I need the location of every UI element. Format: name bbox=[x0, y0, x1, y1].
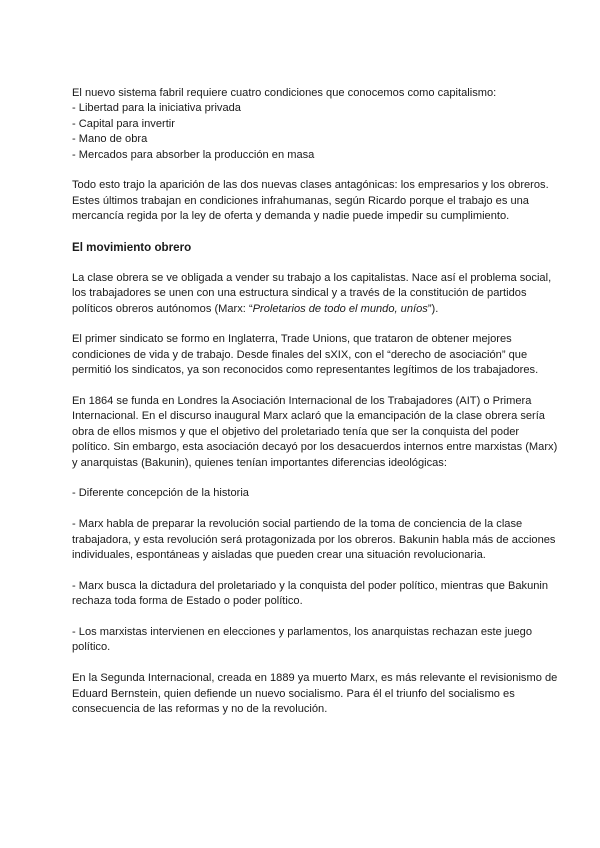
second-international-paragraph bbox=[72, 671, 558, 717]
quote-prefix: políticos obreros autónomos (Marx: “ bbox=[72, 302, 253, 315]
text-line: los trabajadores se unen con una estructura sindical y a través de la constitución de partidos bbox=[72, 287, 527, 300]
text-line: político. Sin embargo, esta asociación decayó por los desacuerdos internos entre marxistas (Marx) bbox=[72, 441, 558, 454]
text-line: - Marx habla de preparar la revolución social partiendo de la toma de conciencia de la clase bbox=[72, 518, 523, 531]
text-line: condiciones de vida y de trabajo. Desde finales del sXIX, con el “derecho de asociación” que bbox=[72, 348, 528, 361]
text-line: rechaza toda forma de Estado o poder político. bbox=[72, 595, 303, 608]
list-item: - Mercados para absorber la producción en masa bbox=[72, 148, 315, 161]
text-line bbox=[72, 302, 540, 317]
ait-paragraph bbox=[72, 394, 558, 471]
text-line: permitió los sindicatos, ya son reconocidos como representantes legítimos de los trabajadores. bbox=[72, 364, 539, 377]
text-line: Todo esto trajo la aparición de las dos nuevas clases antagónicas: los empresarios y los obreros. bbox=[72, 179, 549, 192]
difference-revolution bbox=[72, 517, 556, 563]
text-line: Eduard Bernstein, quien defiende un nuevo socialismo. Para él el triunfo del socialismo es bbox=[72, 687, 515, 700]
text-line: El primer sindicato se formo en Inglaterra, Trade Unions, que trataron de obtener mejores bbox=[72, 333, 512, 346]
text-line: Estes últimos trabajan en condiciones infrahumanas, según Ricardo porque el trabajo es una bbox=[72, 194, 529, 207]
text-line: obra de ellos mismos y que el objetivo del proletariado tenía que ser la conquista del poder bbox=[72, 425, 520, 438]
list-item: - Mano de obra bbox=[72, 133, 148, 146]
text-line: político. bbox=[72, 641, 111, 654]
difference-history bbox=[72, 486, 540, 501]
list-item: - Libertad para la iniciativa privada bbox=[72, 102, 241, 115]
text-line: - Marx busca la dictadura del proletariado y la conquista del poder político, mientras que Bakunin bbox=[72, 579, 549, 592]
text-line: En 1864 se funda en Londres la Asociación Internacional de los Trabajadores (AIT) o Primera bbox=[72, 395, 532, 408]
text-line: individuales, espontáneas y aisladas que pueden crear una situación revolucionaria. bbox=[72, 549, 486, 562]
text-line: En la Segunda Internacional, creada en 1889 ya muerto Marx, es más relevante el revisionismo de bbox=[72, 672, 558, 685]
text-line: Internacional. En el discurso inaugural Marx aclaró que la emancipación de la clase obrera sería bbox=[72, 410, 545, 423]
marx-quote: Proletarios de todo el mundo, uníos bbox=[252, 302, 428, 315]
intro-lead: El nuevo sistema fabril requiere cuatro condiciones que conocemos como capitalismo: bbox=[72, 87, 497, 99]
intro-paragraph bbox=[72, 86, 540, 163]
section-heading: El movimiento obrero bbox=[72, 241, 192, 255]
text-line: mercancía regida por la ley de oferta y demanda y nadie puede impedir su cumplimiento. bbox=[72, 210, 510, 223]
workers-paragraph bbox=[72, 271, 552, 317]
text-line: - Diferente concepción de la historia bbox=[72, 487, 249, 500]
text-line: y anarquistas (Bakunin), quienes tenían importantes diferencias ideológicas: bbox=[72, 456, 447, 469]
text-line: trabajadora, y esta revolución será protagonizada por los obreros. Bakunin habla más de acciones bbox=[72, 533, 556, 546]
difference-state bbox=[72, 579, 549, 610]
classes-paragraph bbox=[72, 178, 549, 224]
text-line: La clase obrera se ve obligada a vender su trabajo a los capitalistas. Nace así el problema social, bbox=[72, 271, 552, 284]
difference-elections bbox=[72, 625, 540, 656]
list-item: - Capital para invertir bbox=[72, 117, 175, 130]
quote-suffix: ”). bbox=[427, 302, 439, 315]
unions-paragraph bbox=[72, 332, 540, 378]
text-line: consecuencia de las reformas y no de la revolución. bbox=[72, 703, 328, 716]
text-line: - Los marxistas intervienen en elecciones y parlamentos, los anarquistas rechazan este juego bbox=[72, 626, 533, 639]
